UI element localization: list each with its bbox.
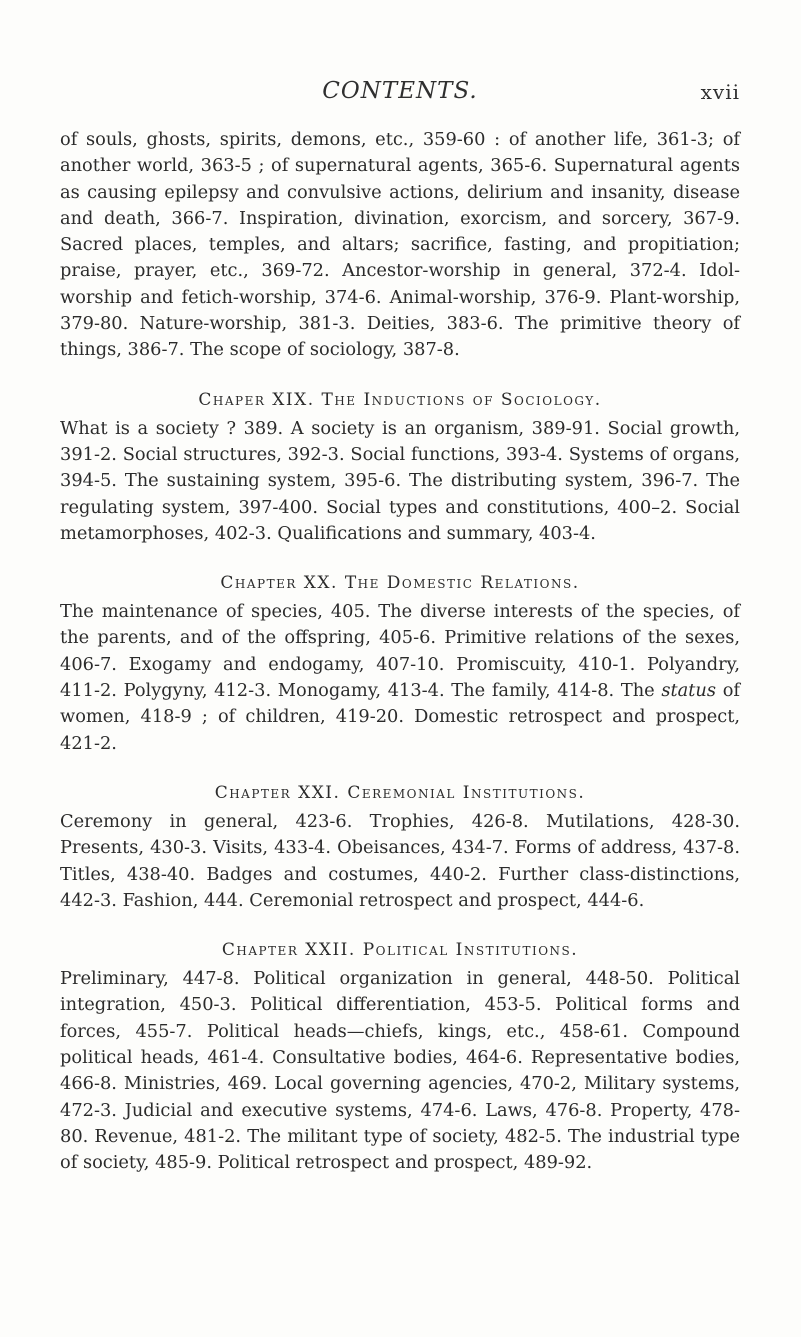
chapter-summary: [60, 599, 740, 757]
chapter-section-xx: [60, 570, 740, 757]
summary-text: of women, 418-9 ; of children, 419-20. Domestic retrospect and prospect, 421-2.: [60, 680, 740, 754]
chapter-heading: Chapter XXI. Ceremonial Institutions.: [214, 782, 586, 803]
contents-body: [60, 127, 740, 1177]
chapter-summary: Ceremony in general, 423-6. Trophies, 426-8. Mutilations, 428-30. Presents, 430-3. Visits, 433-4. Obeisances, 434-7. Forms of address, 437-8. Titles, 438-40. Badges and costumes, 440-2. Further class-distinctions, 442-3. Fashion, 444. Ceremonial retrospect and prospect, 444-6.: [60, 810, 740, 911]
chapter-heading: Chapter XX. The Domestic Relations.: [220, 573, 580, 594]
running-header: [60, 78, 740, 108]
chapter-summary: Preliminary, 447-8. Political organization in general, 448-50. Political integration, 450-3. Political differentiation, 453-5. Political forms and forces, 455-7. Political heads—chiefs, kings, etc., 458-61. Compound political heads, 461-4. Consultative bodies, 464-6. Representative bodies, 466-8. Ministries, 469. Local governing agencies, 470-2, Military systems, 472-3. Judicial and executive systems, 474-6. Laws, 476-8. Property, 478-80. Revenue, 481-2. The militant type of society, 482-5. The industrial type of society, 485-9. Political retrospect and prospect, 489-92.: [60, 968, 740, 1174]
page-number: xvii: [700, 80, 740, 104]
chapter-heading: Chaper XIX. The Inductions of Sociology.: [198, 389, 602, 410]
chapter-section-xxi: [60, 780, 740, 914]
chapter-section-xix: [60, 387, 740, 547]
chapter-heading: Chapter XXII. Political Institutions.: [221, 940, 579, 961]
chapter-summary: What is a society ? 389. A society is an organism, 389-91. Social growth, 391-2. Social structures, 392-3. Social functions, 393-4. Systems of organs, 394-5. The sustaining system, 395-6. The distributing system, 396-7. The regulating system, 397-400. Social types and constitutions, 400–2. Social metamorphoses, 402-3. Qualifications and summary, 403-4.: [60, 417, 740, 544]
chapter-section-xxii: [60, 937, 740, 1176]
emphasized-term: status: [661, 680, 717, 702]
summary-text: The maintenance of species, 405. The diverse interests of the species, of the parents, and of the offspring, 405-6. Primitive relations of the sexes, 406-7. Exogamy and endogamy, 407-10. Promiscuity, 410-1. Polyandry, 411-2. Polygyny, 412-3. Monogamy, 413-4. The family, 414-8. The: [60, 601, 740, 702]
page-title: CONTENTS.: [322, 78, 478, 104]
opening-paragraph: of souls, ghosts, spirits, demons, etc., 359-60 : of another life, 361-3; of another world, 363-5 ; of supernatural agents, 365-6. Supernatural agents as causing epilepsy and convulsive actions, delirium and insanity, disease and death, 366-7. Inspiration, divination, exorcism, and sorcery, 367-9. Sacred places, temples, and altars; sacrifice, fasting, and propitiation; praise, prayer, etc., 369-72. Ancestor-worship in general, 372-4. Idol-worship and fetich-worship, 374-6. Animal-worship, 376-9. Plant-worship, 379-80. Nature-worship, 381-3. Deities, 383-6. The primitive theory of things, 386-7. The scope of sociology, 387-8.: [60, 129, 740, 361]
